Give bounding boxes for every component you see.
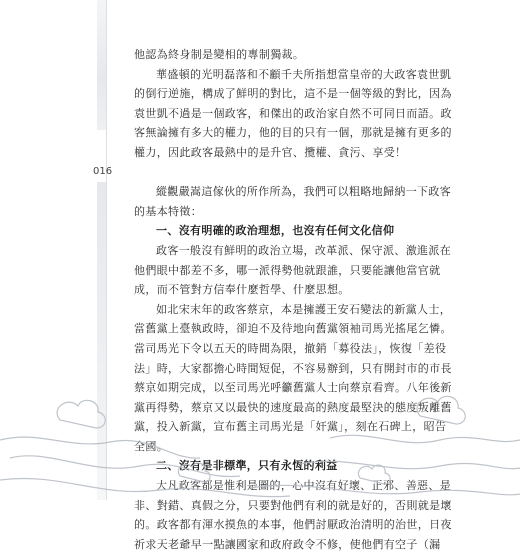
text-line: 當舊黨上臺執政時，卻迫不及待地向舊黨領袖司馬光搖尾乞憐。 bbox=[134, 322, 452, 336]
section-heading: 一、沒有明確的政治理想，也沒有任何文化信仰 bbox=[156, 224, 395, 238]
text-line: 他認為終身制是變相的專制獨裁。 bbox=[134, 48, 305, 61]
text-line: 大凡政客都是惟利是圖的，心中沒有好壞、正邪、善惡、是 bbox=[156, 479, 452, 493]
page-number: 016 bbox=[93, 166, 113, 177]
text-line: 成，而不管對方信奉什麼哲學、什麼思想。 bbox=[134, 283, 350, 297]
text-line: 華盛頓的光明磊落和不顧千夫所指想當皇帝的大政客袁世凱 bbox=[156, 67, 452, 81]
text-line: 黨再得勢，蔡京又以最快的速度最高的熱度最堅決的態度叛離舊 bbox=[134, 400, 452, 414]
margin-band-top bbox=[97, 0, 106, 130]
text-line: 非、對錯、真假之分，只要對他們有利的就是好的，否則就是壞 bbox=[134, 498, 452, 512]
text-line: 的倒行逆施，構成了鮮明的對比，這不是一個等級的對比，因為 bbox=[134, 87, 452, 101]
text-line: 祈求天老爺早一點讓國家和政府政令不修，使他們有空子（漏 bbox=[134, 537, 441, 551]
text-line: 他們眼中都差不多，哪一派得勢他就跟誰，只要能讓他當官就 bbox=[134, 263, 441, 277]
text-line: 全國。 bbox=[134, 439, 169, 453]
text-line: 權力，因此政客最熱中的是升官、攬權、貪污、享受！ bbox=[134, 145, 407, 159]
text-line bbox=[134, 163, 402, 183]
text-line: 蔡京如期完成，以至司馬光呼籲舊黨人士向蔡京看齊。八年後新 bbox=[134, 381, 452, 395]
text-line: 如北宋末年的政客蔡京，本是擁護王安石變法的新黨人士， bbox=[156, 302, 452, 316]
text-line: 法」時，大家都擔心時間短促，不容易辦到，只有開封市的市長 bbox=[134, 361, 452, 375]
text-line: 的基本特徵： bbox=[134, 204, 203, 218]
text-line: 黨，投入新黨，宣布舊主司馬光是「奸黨」，刻在石碑上，昭告 bbox=[134, 420, 447, 434]
text-line: 當司馬光下令以五天的時間為限，撤銷「募役法」，恢復「差役 bbox=[134, 341, 447, 355]
text-line: 的。政客都有渾水摸魚的本事，他們討厭政治清明的治世，日夜 bbox=[134, 518, 452, 532]
text-line: 客無論擁有多大的權力，他的目的只有一個，那就是擁有更多的 bbox=[134, 126, 452, 140]
text-line: 袁世凱不過是一個政客，和傑出的政治家自然不可同日而語。政 bbox=[134, 106, 452, 120]
text-line: 政客一般沒有鮮明的政治立場，改革派、保守派、激進派在 bbox=[156, 243, 452, 257]
section-heading: 二、沒有是非標準，只有永恆的利益 bbox=[156, 459, 338, 473]
cloud-ornament bbox=[0, 380, 520, 500]
text-line: 縱觀嚴嵩這傢伙的所作所為，我們可以粗略地歸納一下政客 bbox=[156, 185, 452, 199]
